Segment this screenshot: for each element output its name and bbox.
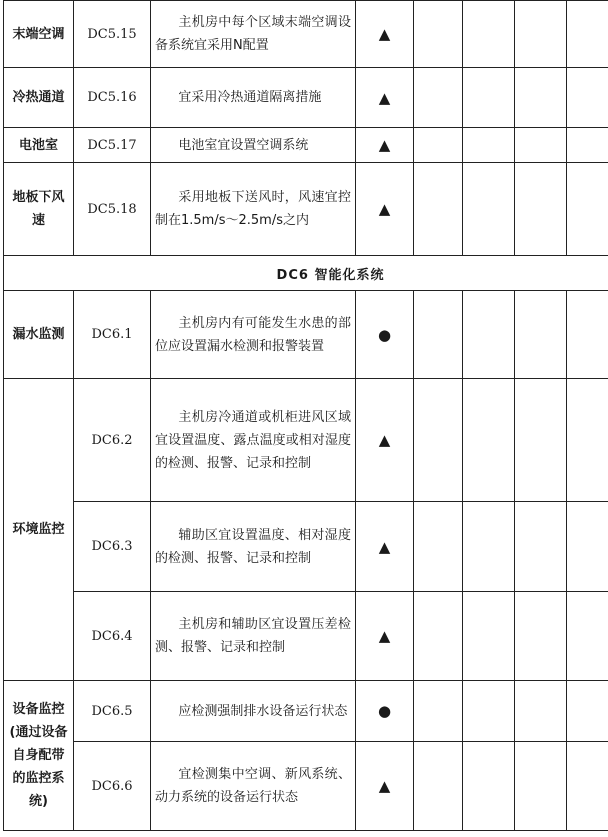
code-cell: DC5.15 — [74, 1, 151, 68]
mark-cell: ▲ — [356, 592, 414, 681]
blank-cell — [414, 502, 463, 592]
category-cell: 冷热通道 — [4, 68, 74, 128]
blank-cell — [567, 379, 608, 502]
requirement-text: 辅助区宜设置温度、相对湿度的检测、报警、记录和控制 — [155, 527, 351, 566]
code-cell: DC6.1 — [74, 291, 151, 379]
table-row — [4, 128, 608, 163]
requirement-cell — [151, 742, 356, 831]
mark-cell: ▲ — [356, 163, 414, 256]
category-cell: 漏水监测 — [4, 291, 74, 379]
requirement-cell — [151, 1, 356, 68]
table-row — [4, 742, 608, 831]
blank-cell — [463, 742, 515, 831]
blank-cell — [567, 163, 608, 256]
category-cell: 环境监控 — [4, 379, 74, 681]
requirement-cell — [151, 379, 356, 502]
category-cell: 地板下风速 — [4, 163, 74, 256]
blank-cell — [414, 379, 463, 502]
requirement-text: 主机房和辅助区宜设置压差检测、报警、记录和控制 — [155, 617, 351, 655]
blank-cell — [463, 1, 515, 68]
requirement-text: 主机房内有可能发生水患的部位应设置漏水检测和报警装置 — [155, 315, 351, 354]
blank-cell — [463, 128, 515, 163]
blank-cell — [414, 291, 463, 379]
blank-cell — [567, 1, 608, 68]
blank-cell — [414, 681, 463, 742]
table-row — [4, 163, 608, 256]
blank-cell — [414, 128, 463, 163]
blank-cell — [515, 291, 567, 379]
blank-cell — [567, 68, 608, 128]
blank-cell — [414, 592, 463, 681]
mark-cell: ▲ — [356, 68, 414, 128]
mark-cell: ● — [356, 681, 414, 742]
spec-table — [3, 0, 608, 831]
code-cell: DC5.16 — [74, 68, 151, 128]
table-row — [4, 291, 608, 379]
requirement-cell — [151, 502, 356, 592]
mark-cell: ▲ — [356, 502, 414, 592]
blank-cell — [463, 379, 515, 502]
table-row — [4, 1, 608, 68]
blank-cell — [414, 742, 463, 831]
blank-cell — [515, 681, 567, 742]
requirement-cell — [151, 163, 356, 256]
mark-cell: ▲ — [356, 379, 414, 502]
mark-cell: ▲ — [356, 742, 414, 831]
requirement-cell — [151, 68, 356, 128]
requirement-text: 应检测强制排水设备运行状态 — [178, 703, 348, 719]
table-row — [4, 68, 608, 128]
requirement-text: 主机房冷通道或机柜进风区域宜设置温度、露点温度或相对湿度的检测、报警、记录和控制 — [155, 409, 351, 471]
category-cell: 设备监控(通过设备自身配带的监控系统) — [4, 681, 74, 831]
requirement-cell — [151, 128, 356, 163]
requirement-text: 宜采用冷热通道隔离措施 — [178, 90, 322, 105]
code-cell: DC5.17 — [74, 128, 151, 163]
category-cell: 电池室 — [4, 128, 74, 163]
blank-cell — [463, 163, 515, 256]
requirement-text: 主机房中每个区域末端空调设备系统宜采用N配置 — [155, 15, 351, 53]
blank-cell — [567, 502, 608, 592]
blank-cell — [463, 502, 515, 592]
section-title: DC6 智能化系统 — [4, 256, 608, 291]
blank-cell — [515, 379, 567, 502]
requirement-cell — [151, 681, 356, 742]
blank-cell — [567, 592, 608, 681]
category-cell: 末端空调 — [4, 1, 74, 68]
code-cell: DC6.3 — [74, 502, 151, 592]
requirement-text: 宜检测集中空调、新风系统、动力系统的设备运行状态 — [155, 767, 351, 805]
requirement-cell — [151, 291, 356, 379]
blank-cell — [463, 291, 515, 379]
mark-cell: ▲ — [356, 128, 414, 163]
requirement-cell — [151, 592, 356, 681]
blank-cell — [414, 68, 463, 128]
blank-cell — [515, 1, 567, 68]
mark-cell: ▲ — [356, 1, 414, 68]
code-cell: DC6.6 — [74, 742, 151, 831]
blank-cell — [515, 163, 567, 256]
blank-cell — [567, 128, 608, 163]
code-cell: DC6.2 — [74, 379, 151, 502]
requirement-text: 电池室宜设置空调系统 — [178, 137, 309, 153]
code-cell: DC5.18 — [74, 163, 151, 256]
blank-cell — [414, 1, 463, 68]
blank-cell — [567, 291, 608, 379]
table-row — [4, 592, 608, 681]
blank-cell — [463, 681, 515, 742]
blank-cell — [515, 742, 567, 831]
blank-cell — [463, 592, 515, 681]
code-cell: DC6.4 — [74, 592, 151, 681]
blank-cell — [414, 163, 463, 256]
blank-cell — [515, 592, 567, 681]
table-row — [4, 502, 608, 592]
mark-cell: ● — [356, 291, 414, 379]
blank-cell — [463, 68, 515, 128]
blank-cell — [515, 68, 567, 128]
code-cell: DC6.5 — [74, 681, 151, 742]
blank-cell — [515, 502, 567, 592]
table-row — [4, 379, 608, 502]
blank-cell — [567, 742, 608, 831]
table-row — [4, 681, 608, 742]
blank-cell — [567, 681, 608, 742]
section-row — [4, 256, 608, 291]
requirement-text: 采用地板下送风时，风速宜控制在1.5m/s～2.5m/s之内 — [155, 190, 351, 228]
blank-cell — [515, 128, 567, 163]
